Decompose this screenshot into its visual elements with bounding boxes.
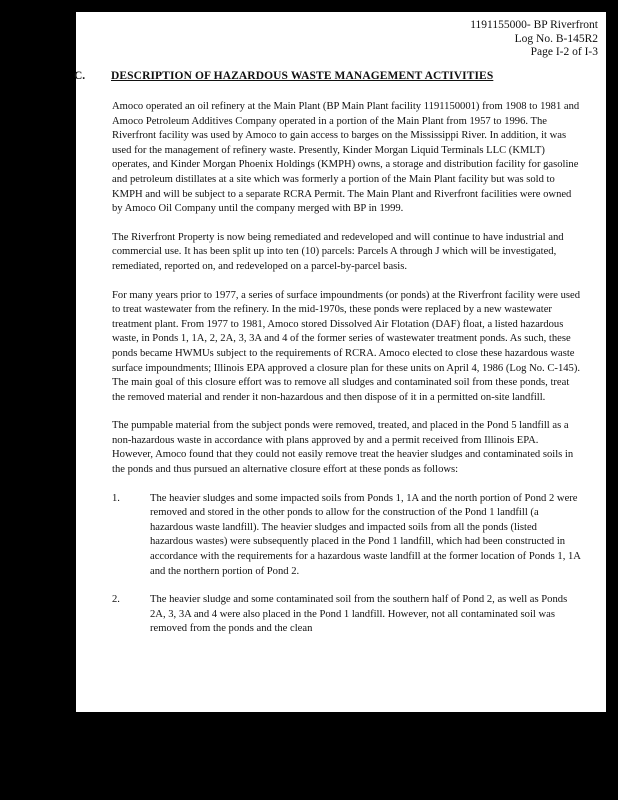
list-item-number: 2. [112,594,120,606]
paragraph: The pumpable material from the subject ponds were removed, treated, and placed in the Pond 5 landfill as a non-hazardous waste in accordance with plans approved by and a permit received from Illinois EPA. However, Amoco found that they could not easily remove treat the heavier sludges and contaminated soils in the ponds and thus pursued an alternative closure effort at these ponds as follows: [112,420,574,476]
header-page-number: Page I-2 of I-3 [530,46,598,58]
paragraph: Amoco operated an oil refinery at the Main Plant (BP Main Plant facility 1191150001) from 1908 to 1981 and Amoco Petroleum Additives Company operated in a portion of the Main Plant from 1957 to 1996. The Riverfront facility was used by Amoco to gain access to barges on the Mississippi River. In addition, it was used for the management of refinery waste. Presently, Kinder Morgan Liquid Terminals LLC (KMLT) operates, and Kinder Morgan Phoenix Holdings (KMPH) owns, a storage and distribution facility for gasoline and petroleum distillates at a site which was formerly a portion of the Main Plant facility but was sold to KMPH and will be subject to a separate RCRA Permit. The Main Plant and Riverfront facilities were owned by Amoco Oil Company until the company merged with BP in 1999. [112,101,580,215]
header-log-number: Log No. B-145R2 [514,32,598,45]
list-item [112,492,582,580]
list-item-text: The heavier sludge and some contaminated soil from the southern half of Pond 2, as well as Ponds 2A, 3, 3A and 4 were also placed in the Pond 1 landfill. However, not all contaminated soil was removed from the ponds and the clean [150,594,568,635]
header-facility-id: 1191155000- BP Riverfront [470,19,598,31]
document-body [112,100,582,651]
page-header [470,19,598,60]
section-title: DESCRIPTION OF HAZARDOUS WASTE MANAGEMENT ACTIVITIES [111,70,494,82]
list-item [112,593,582,637]
list-item-number: 1. [112,492,120,504]
list-item-text: The heavier sludges and some impacted soils from Ponds 1, 1A and the north portion of Pond 2 were removed and stored in the other ponds to allow for the construction of the Pond 1 landfill (a hazardous waste landfill). The heavier sludges and impacted soils from all the ponds (listed hazardous wastes) were subsequently placed in the Pond 1 landfill, which had been constructed in accordance with the requirements for a hazardous waste landfill at the former location of Ponds 1, 1A and the northern portion of Pond 2. [150,492,581,577]
section-letter: C. [74,70,86,82]
document-page [76,12,606,712]
paragraph: For many years prior to 1977, a series of surface impoundments (or ponds) at the Riverfront facility were used to treat wastewater from the refinery. In the mid-1970s, these ponds were replaced by a new wastewater treatment plant. From 1977 to 1981, Amoco stored Dissolved Air Flotation (DAF) float, a listed hazardous waste, in Ponds 1, 1A, 2, 2A, 3, 3A and 4 of the former series of wastewater treatment ponds. As such, these ponds became HWMUs subject to the requirements of RCRA. Amoco elected to close these hazardous waste surface impoundments; Illinois EPA approved a closure plan for these units on April 4, 1986 (Log No. C-145). The main goal of this closure effort was to remove all sludges and contaminated soil from these ponds, treat the removed material and render it non-hazardous and then dispose of it in a permitted on-site landfill. [112,289,581,403]
paragraph: The Riverfront Property is now being remediated and redeveloped and will continue to have industrial and commercial use. It has been split up into ten (10) parcels: Parcels A through J which will be investigated, remediated, reported on, and redeveloped on a parcel-by-parcel basis. [112,231,564,272]
